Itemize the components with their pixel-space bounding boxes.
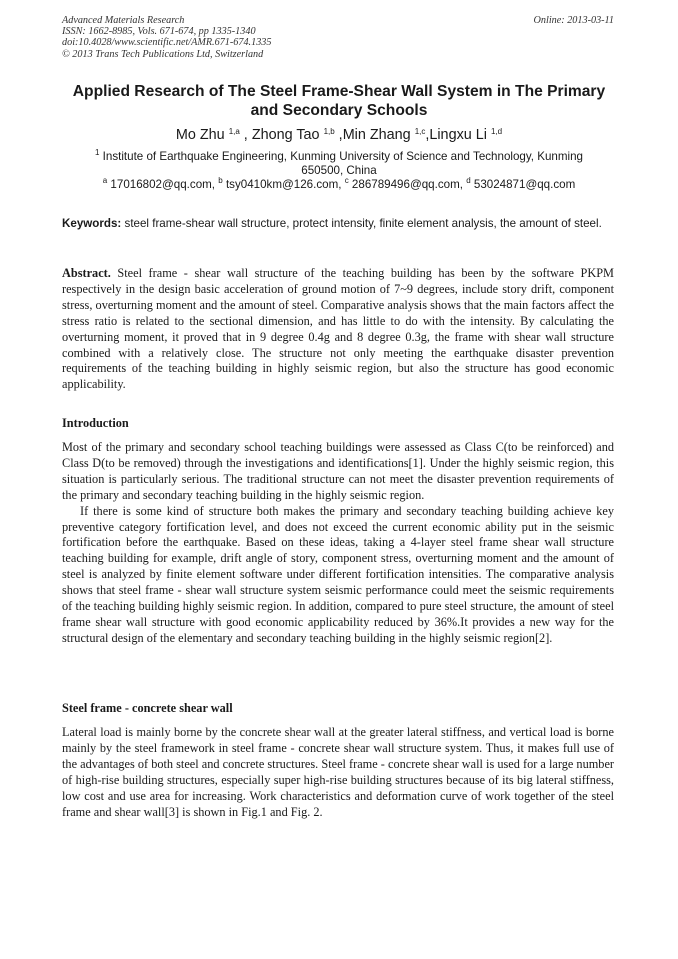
author-affil-sup: 1,c bbox=[414, 127, 426, 136]
author-affil-sup: 1,b bbox=[323, 127, 335, 136]
keywords bbox=[62, 217, 616, 232]
email-sup: a bbox=[102, 176, 108, 185]
email-list bbox=[62, 178, 616, 192]
steel-frame-heading: Steel frame - concrete shear wall bbox=[62, 701, 233, 715]
author-name: Zhong Tao bbox=[251, 127, 320, 143]
title-line-1: Applied Research of The Steel Frame-Shear Wall System in The Primary bbox=[72, 83, 606, 100]
introduction-paragraph-1: Most of the primary and secondary school teaching buildings were assessed as Class C(to be reinforced) and Class D(to be removed) through the investigations and identifications[1]. Under the highly seismic region, this situation is particularly serious. The traditional structure can not meet the disaster prevention requirements of the primary and secondary teaching building in the highly seismic region. bbox=[62, 440, 614, 502]
email-address: tsy0410km@126.com, bbox=[225, 178, 345, 191]
author-sep: , bbox=[425, 127, 430, 143]
email-sup: d bbox=[466, 176, 471, 185]
email-address: 286789496@qq.com, bbox=[351, 178, 467, 191]
email-address: 17016802@qq.com, bbox=[110, 178, 219, 191]
introduction-heading: Introduction bbox=[62, 416, 129, 430]
affiliation bbox=[62, 150, 616, 178]
email-sup: c bbox=[344, 176, 349, 185]
affiliation-line-2: 650500, China bbox=[301, 164, 377, 177]
introduction-paragraph-2: If there is some kind of structure both makes the primary and secondary teaching building achieve key preventive category fortification level, and does not exceed the current economic ability put in the seismic fortification before the earthquake. Based on these ideas, taking a 4-layer steel frame shear wall structure teaching building for example, drift angle of story, component stress, overturning moment and the amount of steel is analyzed by finite element software under different fortification intensities. The comparative analysis shows that steel frame - shear wall structure system seismic performance could meet the seismic requirements of the teaching building highly seismic region. In addition, compared to pure steel structure, the amount of steel frame shear wall structure with good economic applicability reduced by 36%.It provides a new way for the structural design of the elementary and secondary teaching building in the highly seismic region[2]. bbox=[62, 503, 614, 645]
email-address: 53024871@qq.com bbox=[473, 178, 576, 191]
author-name: Mo Zhu bbox=[175, 127, 225, 143]
introduction-body bbox=[62, 440, 614, 647]
author-name: Min Zhang bbox=[342, 127, 411, 143]
author-sep: , bbox=[334, 127, 343, 143]
journal-meta bbox=[62, 15, 271, 60]
doi-line: doi:10.4028/www.scientific.net/AMR.671-674.1335 bbox=[62, 37, 272, 49]
abstract-label: Abstract. bbox=[62, 266, 111, 280]
online-date: Online: 2013-03-11 bbox=[533, 15, 614, 26]
steel-frame-body bbox=[62, 725, 614, 820]
affiliation-sup: 1 bbox=[94, 148, 100, 157]
abstract bbox=[62, 266, 614, 393]
affiliation-line-1: Institute of Earthquake Engineering, Kunming University of Science and Technology, Kunming bbox=[102, 150, 584, 163]
issn-line: ISSN: 1662-8985, Vols. 671-674, pp 1335-1340 bbox=[62, 26, 256, 38]
author-affil-sup: 1,a bbox=[228, 127, 240, 136]
paper-title bbox=[62, 82, 616, 120]
keywords-text: steel frame-shear wall structure, protect intensity, finite element analysis, the amount of steel. bbox=[124, 217, 602, 230]
title-line-2: and Secondary Schools bbox=[250, 102, 428, 119]
email-sup: b bbox=[218, 176, 223, 185]
journal-name: Advanced Materials Research bbox=[62, 15, 185, 26]
copyright-line: © 2013 Trans Tech Publications Ltd, Switzerland bbox=[62, 48, 264, 60]
author-sep: , bbox=[239, 127, 252, 143]
steel-frame-paragraph-1: Lateral load is mainly borne by the concrete shear wall at the greater lateral stiffness, and vertical load is borne mainly by the steel framework in steel frame - concrete shear wall structure system. Thus, it makes full use of the advantages of both steel and concrete structures. Steel frame - concrete shear wall is used for a large number of high-rise building structures, especially super high-rise building structures because of its big lateral stiffness, low cost and use area for increasing. Work characteristics and deformation curve of work together of the steel frame and shear wall[3] is shown in Fig.1 and Fig. 2. bbox=[62, 725, 614, 819]
author-affil-sup: 1,d bbox=[490, 127, 503, 136]
author-list bbox=[62, 126, 616, 144]
abstract-text: Steel frame - shear wall structure of the teaching building has been by the software PKPM respectively in the design basic acceleration of ground motion of 7~9 degrees, include story drift, component stress, overturning moment and the amount of steel. Comparative analysis shows that the main factors affect the stress ratio is related to the sectional dimension, and has little to do with the intensity. By calculating the overturning moment, it proved that in 9 degree 0.4g and 8 degree 0.3g, the frame with shear wall structure combined with a relatively close. The structure not only meeting the earthquake disaster prevention requirements of the teaching building in highly seismic region, but also the structure has good economic applicability. bbox=[62, 266, 614, 392]
keywords-label: Keywords: bbox=[62, 217, 122, 230]
author-name: Lingxu Li bbox=[429, 127, 487, 143]
